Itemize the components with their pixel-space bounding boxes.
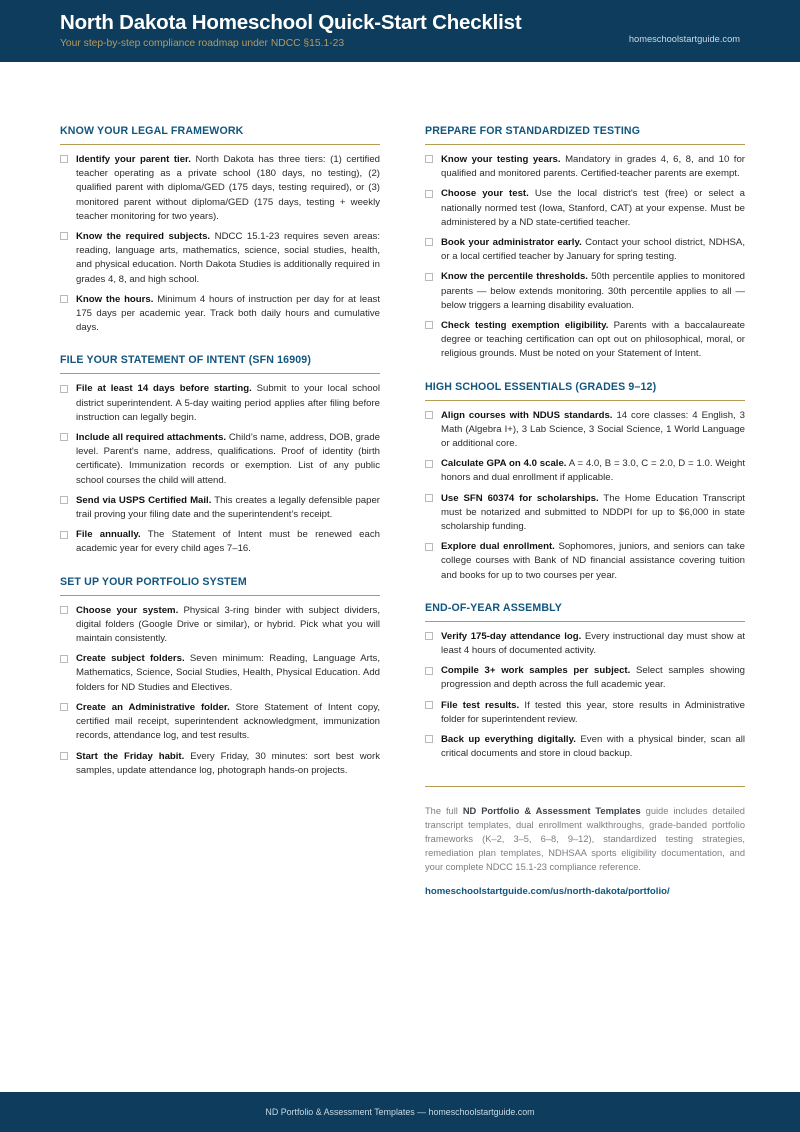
checkbox-icon[interactable] xyxy=(60,606,68,614)
checklist-item[interactable] xyxy=(425,153,745,181)
checklist-item[interactable] xyxy=(425,409,745,452)
checklist-item-body: 14 core classes: 4 English, 3 Math (Algebra I+), 3 Lab Science, 3 Social Science, 1 World Language or additional core. xyxy=(441,409,745,450)
checklist-item-lead: Explore dual enrollment. xyxy=(441,541,555,553)
checklist-item-lead: File annually. xyxy=(76,529,141,541)
checklist-item-body: A = 4.0, B = 3.0, C = 2.0, D = 1.0. Weight honors and dual enrollment if applicable. xyxy=(441,458,745,484)
checklist-items xyxy=(425,153,745,362)
checklist-item-lead: Start the Friday habit. xyxy=(76,750,185,762)
checklist-items xyxy=(60,382,380,556)
checklist-item-body: Select samples showing progression and depth across the full academic year. xyxy=(441,665,745,691)
checklist-item-lead: Check testing exemption eligibility. xyxy=(441,320,609,332)
checklist-item[interactable] xyxy=(60,604,380,647)
checkbox-icon[interactable] xyxy=(60,433,68,441)
checklist-item[interactable] xyxy=(425,733,745,761)
checkbox-icon[interactable] xyxy=(425,411,433,419)
page-header xyxy=(0,0,800,62)
checklist-item[interactable] xyxy=(425,236,745,264)
checklist-section xyxy=(425,124,745,362)
checklist-item-lead: Create subject folders. xyxy=(76,653,185,665)
checkbox-icon[interactable] xyxy=(425,460,433,468)
section-title: HIGH SCHOOL ESSENTIALS (GRADES 9–12) xyxy=(425,380,745,401)
checklist-item-lead: Back up everything digitally. xyxy=(441,734,576,746)
checkbox-icon[interactable] xyxy=(60,703,68,711)
promo-bold-title: ND Portfolio & Assessment Templates xyxy=(462,805,641,816)
checklist-item-body: Parents with a baccalaureate degree or teaching certification can opt out on philosophical, moral, or religious grounds. Must be noted on your Statement of Intent. xyxy=(441,320,745,360)
checklist-item-body: Seven minimum: Reading, Language Arts, Mathematics, Science, Social Studies, Health, Physical Education. Add folders for ND Studies and Electives. xyxy=(76,653,380,693)
checklist-item[interactable] xyxy=(60,528,380,556)
header-site-url: homeschoolstartguide.com xyxy=(628,34,740,44)
checklist-item-lead: Know the hours. xyxy=(76,293,154,305)
promo-suffix: guide includes detailed transcript templates, dual enrollment walkthroughs, grade-banded portfolio frameworks (K–2, 3–5, 6–8, 9–12), standardized testing strategies, remediation plan templates, NDHSAA sports eligibility documentation, and your complete NDCC 15.1-23 compliance reference. xyxy=(425,805,745,873)
checklist-item-body: Contact your school district, NDHSA, or a local certified teacher by January for spring testing. xyxy=(441,237,745,263)
checkbox-icon[interactable] xyxy=(60,155,68,163)
checklist-item[interactable] xyxy=(425,492,745,535)
checklist-items xyxy=(60,604,380,778)
checklist-item[interactable] xyxy=(60,230,380,287)
checklist-items xyxy=(425,409,745,583)
checklist-item[interactable] xyxy=(425,664,745,692)
content-columns xyxy=(0,62,800,897)
checklist-item-lead: Align courses with NDUS standards. xyxy=(441,409,613,421)
checklist-item-body: Even with a physical binder, scan all critical documents and store in cloud backup. xyxy=(441,734,746,760)
checklist-item[interactable] xyxy=(60,750,380,778)
checkbox-icon[interactable] xyxy=(425,155,433,163)
checkbox-icon[interactable] xyxy=(425,238,433,246)
footer-text: ND Portfolio & Assessment Templates — homeschoolstartguide.com xyxy=(265,1107,535,1117)
checklist-item-lead: Know your testing years. xyxy=(441,154,561,165)
checkbox-icon[interactable] xyxy=(425,543,433,551)
checklist-items xyxy=(425,630,745,762)
checklist-item-lead: Calculate GPA on 4.0 scale. xyxy=(441,458,567,470)
checklist-item-body: If tested this year, store results in Administrative folder for superintendent review. xyxy=(441,699,746,725)
checklist-item-body: The Home Education Transcript must be notarized and submitted to NDDPI for up to $6,000 in state scholarship funding. xyxy=(441,492,745,533)
checklist-item[interactable] xyxy=(60,293,380,336)
checklist-item-lead: Use SFN 60374 for scholarships. xyxy=(441,492,599,504)
checkbox-icon[interactable] xyxy=(60,752,68,760)
checklist-item-lead: File at least 14 days before starting. xyxy=(76,383,252,395)
checklist-item[interactable] xyxy=(425,630,745,658)
promo-link[interactable]: homeschoolstartguide.com/us/north-dakota/portfolio/ xyxy=(425,885,670,897)
left-column xyxy=(60,124,380,897)
checkbox-icon[interactable] xyxy=(425,273,433,281)
checklist-item-lead: Know the percentile thresholds. xyxy=(441,271,588,283)
checklist-item[interactable] xyxy=(425,319,745,362)
promo-prefix: The full xyxy=(425,805,463,816)
section-title: PREPARE FOR STANDARDIZED TESTING xyxy=(425,124,745,145)
checklist-item[interactable] xyxy=(425,457,745,485)
checklist-item-body: Physical 3-ring binder with subject dividers, digital folders (Google Drive or similar), or hybrid. Pick what you will maintain consistently. xyxy=(76,604,380,645)
checklist-section xyxy=(425,601,745,762)
checklist-item-body: Mandatory in grades 4, 6, 8, and 10 for qualified and monitored parents. Certified-teacher parents are exempt. xyxy=(441,154,745,180)
checklist-item-lead: File test results. xyxy=(441,699,520,711)
checklist-item-body: This creates a legally defensible paper trail proving your filing date and the superintendent’s receipt. xyxy=(76,494,380,521)
section-title: SET UP YOUR PORTFOLIO SYSTEM xyxy=(60,575,380,596)
checkbox-icon[interactable] xyxy=(60,295,68,303)
checkbox-icon[interactable] xyxy=(425,494,433,502)
section-title: FILE YOUR STATEMENT OF INTENT (SFN 16909) xyxy=(60,353,380,374)
checklist-item-body: Sophomores, juniors, and seniors can take college courses with Bank of ND financial assistance covering tuition and books for up to two courses per year. xyxy=(441,541,745,581)
page-title: North Dakota Homeschool Quick-Start Checklist xyxy=(60,11,522,34)
checkbox-icon[interactable] xyxy=(60,385,68,393)
checklist-item-lead: Book your administrator early. xyxy=(441,237,582,249)
checklist-items xyxy=(60,153,380,335)
promo-text xyxy=(425,804,745,875)
checklist-item[interactable] xyxy=(425,270,745,313)
checklist-item-body: Submit to your local school district superintendent. A 5-day waiting period applies after filing before instruction can legally begin. xyxy=(76,383,381,423)
checklist-item-body: 50th percentile applies to monitored parents — below extends monitoring. 30th percentile applies to all — below triggers a learning disability evaluation. xyxy=(441,271,745,311)
checklist-item[interactable] xyxy=(60,701,380,744)
checklist-item-lead: Choose your system. xyxy=(76,604,179,616)
section-title: KNOW YOUR LEGAL FRAMEWORK xyxy=(60,124,380,145)
checklist-item[interactable] xyxy=(60,431,380,488)
checklist-item[interactable] xyxy=(60,494,380,522)
checklist-item-lead: Verify 175-day attendance log. xyxy=(441,630,582,642)
checkbox-icon[interactable] xyxy=(60,496,68,504)
section-title: END-OF-YEAR ASSEMBLY xyxy=(425,601,745,622)
checklist-item-lead: Know the required subjects. xyxy=(76,231,211,243)
checkbox-icon[interactable] xyxy=(60,232,68,240)
checkbox-icon[interactable] xyxy=(425,321,433,329)
checklist-item-body: NDCC 15.1-23 requires seven areas: reading, language arts, mathematics, science, social studies, health, and physical education. North Dakota Studies is additionally required in grades 4, 8, and high school. xyxy=(76,231,380,285)
checklist-item[interactable] xyxy=(60,652,380,695)
checklist-item-body: Minimum 4 hours of instruction per day for at least 175 days per academic year. Track both daily hours and cumulative days. xyxy=(76,293,380,334)
checklist-item-body: Every instructional day must show at least 4 hours of documented activity. xyxy=(441,630,745,657)
checklist-item[interactable] xyxy=(425,540,745,583)
checklist-item-body: Every Friday, 30 minutes: sort best work samples, update attendance log, photograph hands-on projects. xyxy=(76,750,380,776)
checklist-item-body: Use the local district's test (free) or select a nationally normed test (Iowa, Stanford, CAT) at your expense. Must be administered by a ND state-certified teacher. xyxy=(441,188,745,228)
checklist-item[interactable] xyxy=(425,187,745,230)
checkbox-icon[interactable] xyxy=(425,735,433,743)
checklist-item-lead: Choose your test. xyxy=(441,188,529,200)
checkbox-icon[interactable] xyxy=(425,190,433,198)
checklist-item-lead: Compile 3+ work samples per subject. xyxy=(441,665,631,677)
checklist-item[interactable] xyxy=(60,382,380,425)
checklist-item-lead: Create an Administrative folder. xyxy=(76,701,230,713)
checkbox-icon[interactable] xyxy=(425,701,433,709)
checklist-item-body: The Statement of Intent must be renewed each academic year for every child ages 7–16. xyxy=(76,529,380,555)
promo-block xyxy=(425,786,745,897)
checkbox-icon[interactable] xyxy=(60,655,68,663)
checklist-section xyxy=(425,380,745,583)
checklist-item-lead: Include all required attachments. xyxy=(76,432,227,444)
page-subtitle: Your step-by-step compliance roadmap under NDCC §15.1-23 xyxy=(60,38,345,49)
right-column xyxy=(425,124,745,897)
checklist-item-lead: Identify your parent tier. xyxy=(76,154,191,165)
checklist-section xyxy=(60,353,380,556)
page-footer xyxy=(0,1092,800,1132)
checklist-section xyxy=(60,575,380,778)
checklist-item[interactable] xyxy=(60,153,380,224)
checklist-section xyxy=(60,124,380,335)
checklist-item-body: Store Statement of Intent copy, certified mail receipt, superintendent acknowledgment, immunization records, attendance log, and test results. xyxy=(76,701,380,742)
checklist-item[interactable] xyxy=(425,699,745,727)
checkbox-icon[interactable] xyxy=(425,667,433,675)
checkbox-icon[interactable] xyxy=(425,632,433,640)
checkbox-icon[interactable] xyxy=(60,531,68,539)
checklist-item-body: North Dakota has three tiers: (1) certified teacher operating as a private school (180 days, no testing), (2) qualified parent with diploma/GED (175 days, testing required), or (3) monitored parent without diploma/GED (175 days, testing + weekly teacher monitoring for two years). xyxy=(76,154,380,222)
checklist-item-body: Child’s name, address, DOB, grade level. Parent's name, address, qualifications. Proof of identity (birth certificate). Immunization records or exemption. List of any public school courses the child will attend. xyxy=(76,432,380,486)
checklist-item-lead: Send via USPS Certified Mail. xyxy=(76,494,212,506)
